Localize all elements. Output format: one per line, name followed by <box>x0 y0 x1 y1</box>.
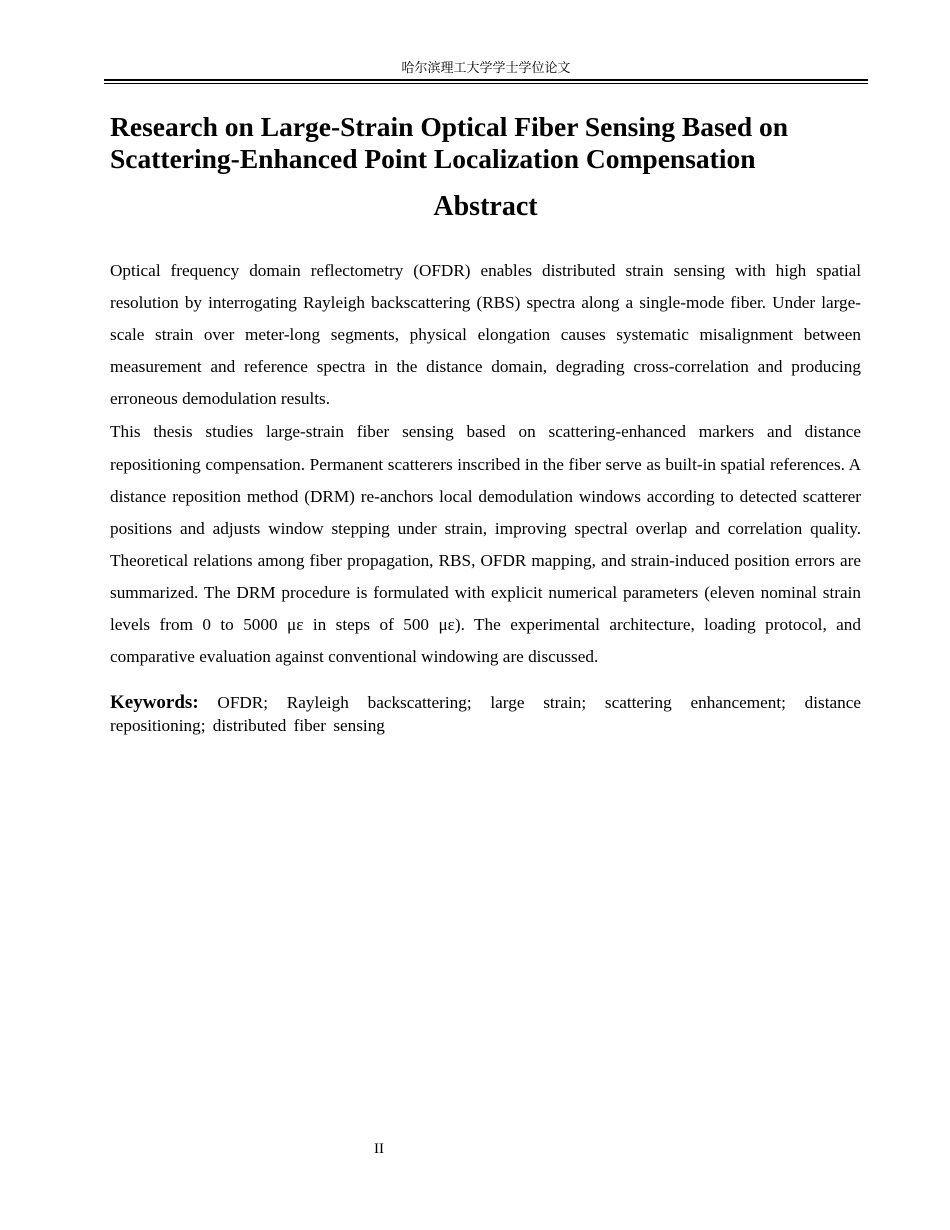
abstract-paragraph-2: This thesis studies large-strain fiber sensing based on scattering-enhanced markers and distance repositioning compensation. Permanent scatterers inscribed in the fiber serve as built-in spatial references. A distance reposition method (DRM) re-anchors local demodulation windows according to detected scatterer positions and adjusts window stepping under strain, improving spectral overlap and correlation quality. Theoretical relations among fiber propagation, RBS, OFDR mapping, and strain-induced position errors are summarized. The DRM procedure is formulated with explicit numerical parameters (eleven nominal strain levels from 0 to 5000 με in steps of 500 με). The experimental architecture, loading protocol, and comparative evaluation against conventional windowing are discussed. <box>110 422 861 667</box>
running-header: 哈尔滨理工大学学士学位论文 <box>401 61 571 76</box>
keywords-text: OFDR; Rayleigh backscattering; large strain; scattering enhancement; distance repositioning; distributed fiber sensing <box>110 693 861 736</box>
header-rule-thin <box>104 83 868 84</box>
abstract-heading: Abstract <box>433 191 538 222</box>
page-number: II <box>374 1141 384 1157</box>
keywords <box>110 691 861 737</box>
abstract-paragraph-1: Optical frequency domain reflectometry (OFDR) enables distributed strain sensing with high spatial resolution by interrogating Rayleigh backscattering (RBS) spectra along a single-mode fiber. Under large-scale strain over meter-long segments, physical elongation causes systematic misalignment between measurement and reference spectra in the distance domain, degrading cross-correlation and producing erroneous demodulation results. <box>110 261 861 409</box>
header-rule <box>104 79 868 81</box>
keywords-label: Keywords: <box>110 692 199 714</box>
abstract-body <box>110 255 861 673</box>
thesis-title-line-1: Research on Large-Strain Optical Fiber Sensing Based on <box>110 111 789 142</box>
page-content <box>110 111 861 737</box>
thesis-title-line-2: Scattering-Enhanced Point Localization Compensation <box>110 143 756 174</box>
thesis-title <box>110 111 861 175</box>
